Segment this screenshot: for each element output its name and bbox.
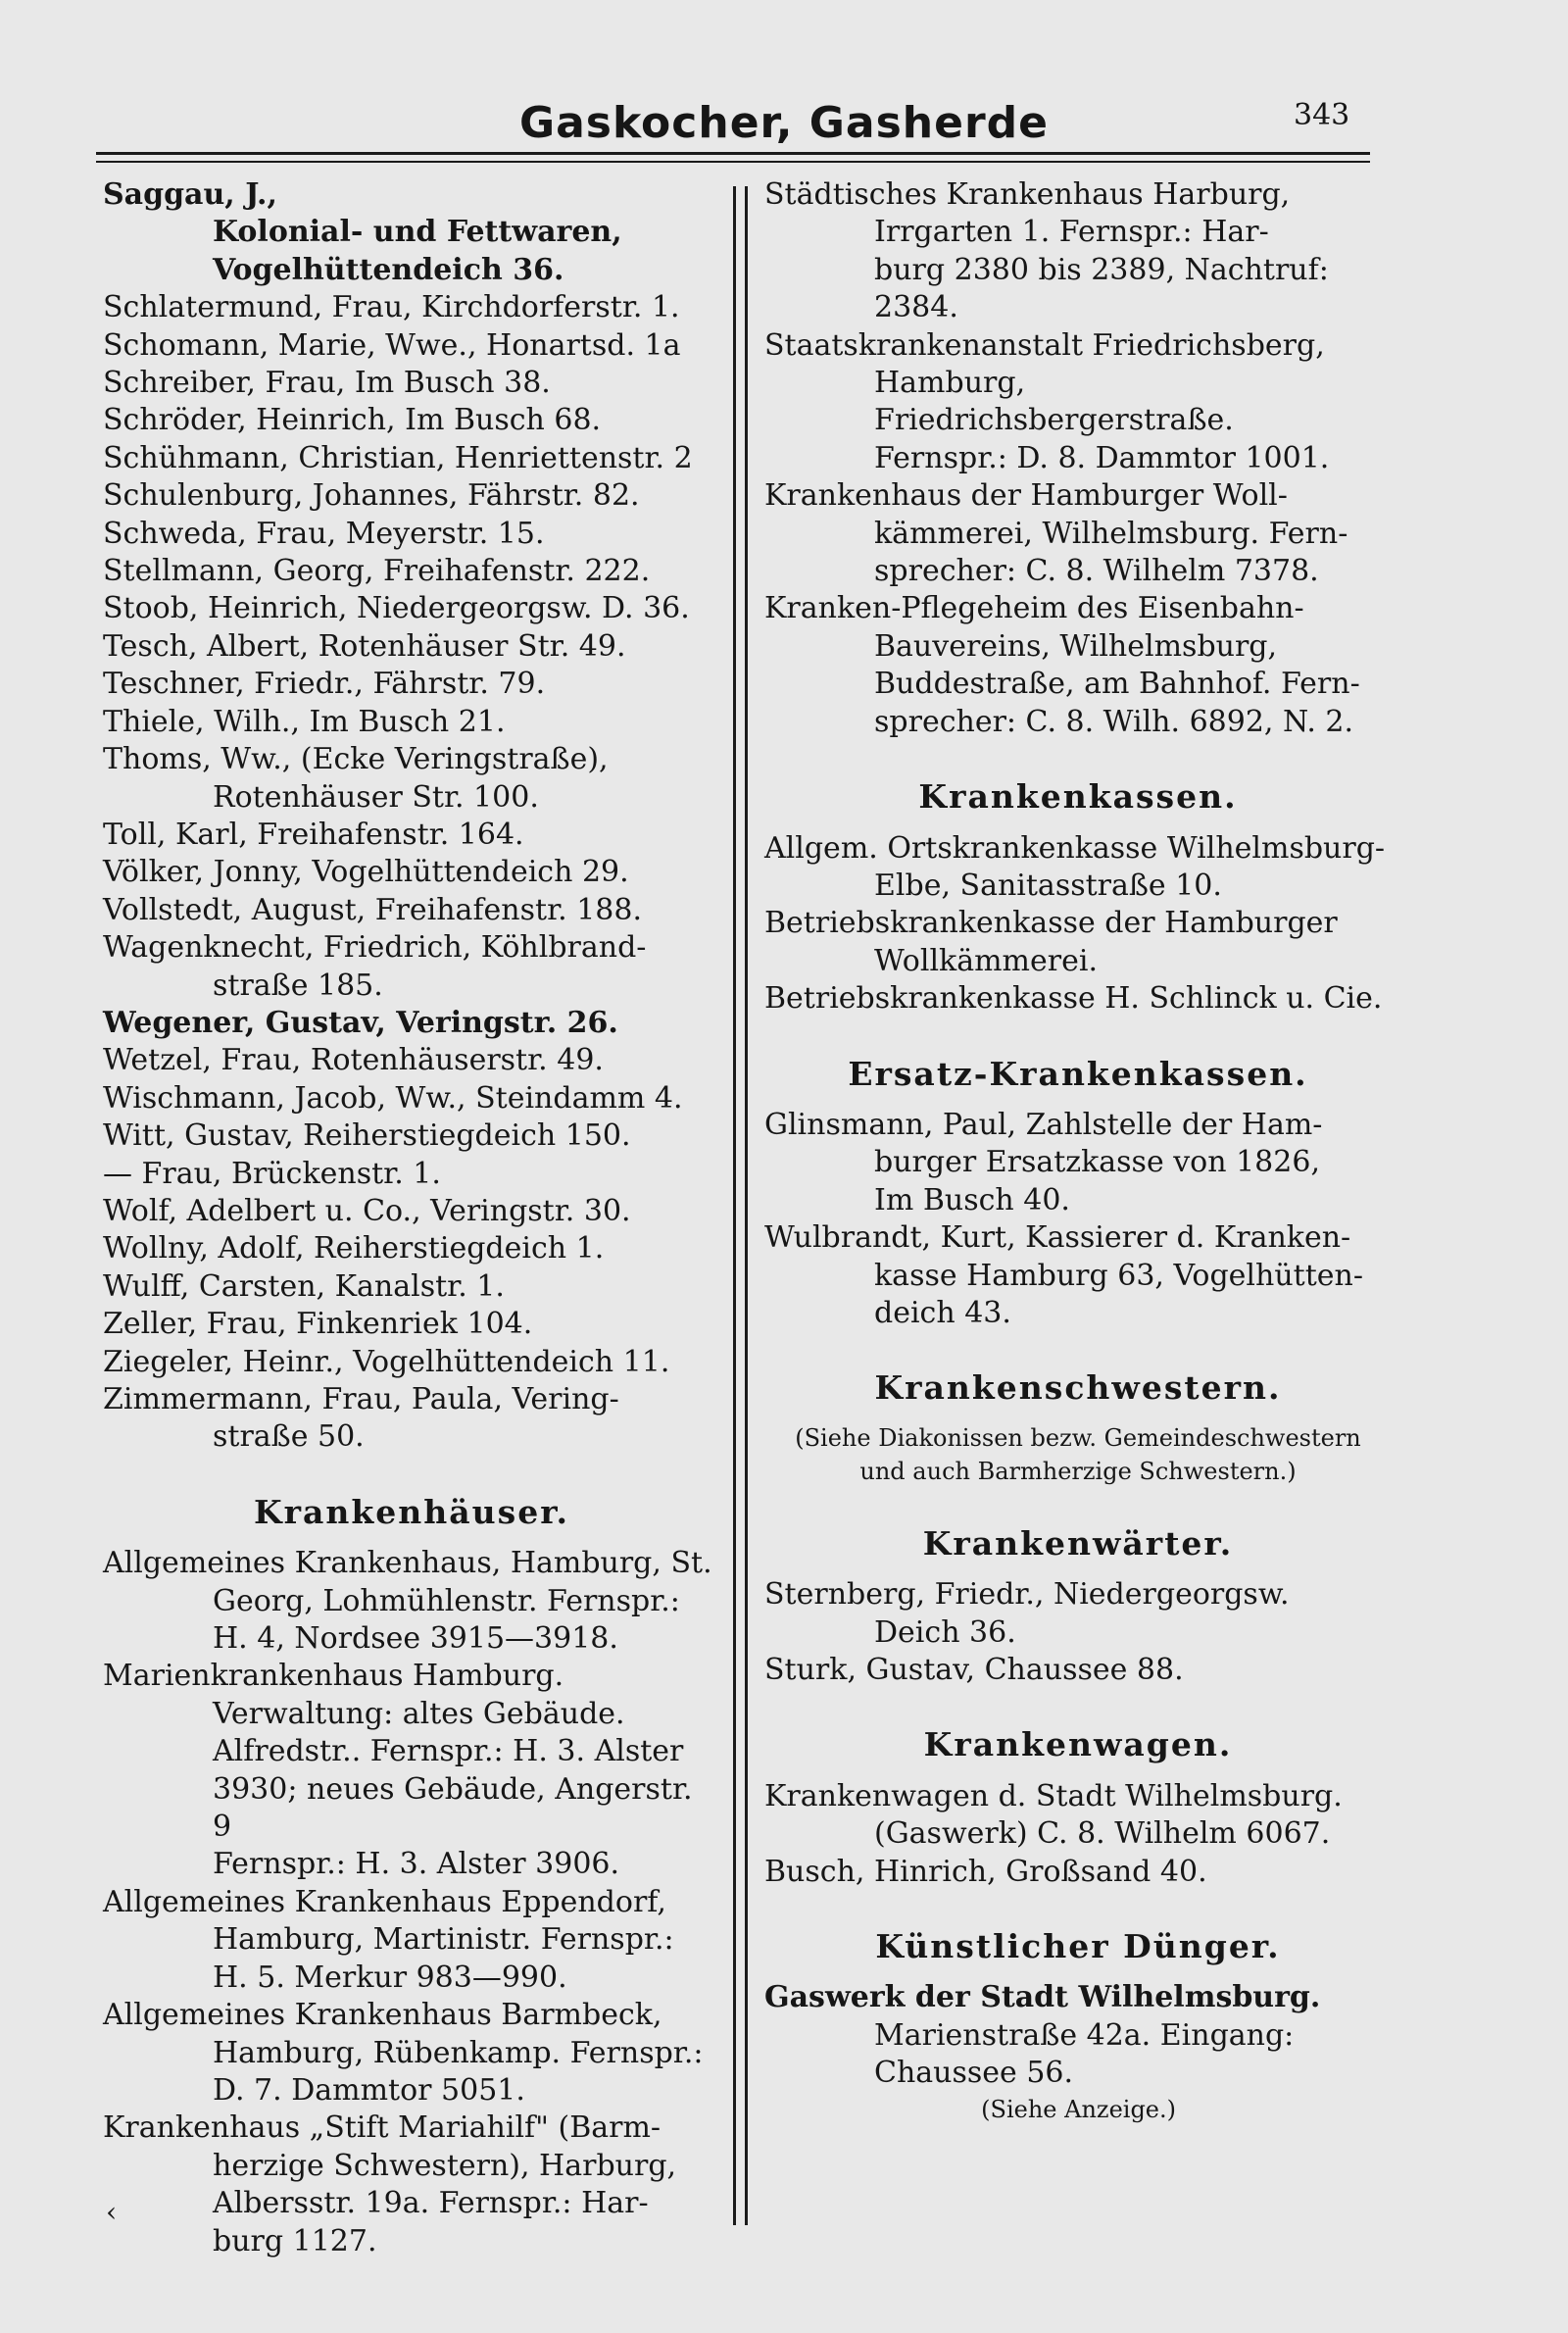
directory-entry: Wollny, Adolf, Reiherstiegdeich 1. xyxy=(103,1231,605,1266)
directory-entry: Staatskrankenanstalt Friedrichsberg, Hamburg, Friedrichsbergerstraße. Fernspr.: D. 8. Dammtor 1001. xyxy=(764,327,1330,475)
directory-entry: Thiele, Wilh., Im Busch 21. xyxy=(103,704,506,739)
directory-entry: Thoms, Ww., (Ecke Veringstraße), Rotenhäuser Str. 100. xyxy=(103,742,609,815)
section-note: (Siehe Anzeige.) xyxy=(981,2095,1176,2123)
directory-entry: Krankenwagen d. Stadt Wilhelmsburg. (Gaswerk) C. 8. Wilhelm 6067. xyxy=(764,1778,1343,1852)
directory-entry: Krankenhaus der Hamburger Woll- kämmerei, Wilhelmsburg. Fern- sprecher: C. 8. Wilhelm 7378. xyxy=(764,478,1348,589)
directory-entry: Schulenburg, Johannes, Fährstr. 82. xyxy=(103,478,640,514)
directory-entry: Stellmann, Georg, Freihafenstr. 222. xyxy=(103,554,651,589)
section-note: (Siehe Diakonissen bezw. Gemeindeschwestern und auch Barmherzige Schwestern.) xyxy=(795,1423,1361,1485)
directory-entry: Schweda, Frau, Meyerstr. 15. xyxy=(103,516,545,551)
directory-entry: Stoob, Heinrich, Niedergeorgsw. D. 36. xyxy=(103,591,690,626)
section-heading: Künstlicher Dünger. xyxy=(875,1927,1281,1966)
directory-entry: Zimmermann, Frau, Paula, Vering- straße 50. xyxy=(103,1382,619,1455)
directory-entry: Schomann, Marie, Wwe., Honartsd. 1a xyxy=(103,327,681,363)
section-heading: Krankenwagen. xyxy=(923,1725,1233,1764)
directory-entry: Teschner, Friedr., Fährstr. 79. xyxy=(103,667,546,702)
column-divider xyxy=(745,186,748,2225)
section-heading: Ersatz-Krankenkassen. xyxy=(848,1054,1308,1093)
directory-entry: Völker, Jonny, Vogelhüttendeich 29. xyxy=(103,855,629,890)
directory-entry: Krankenhaus „Stift Mariahilf" (Barm- herzige Schwestern), Harburg, Albersstr. 19a. Fernspr.: Har- burg 1127. xyxy=(103,2110,677,2259)
directory-entry: Allgemeines Krankenhaus Barmbeck, Hamburg, Rübenkamp. Fernspr.: D. 7. Dammtor 5051. xyxy=(103,1998,704,2108)
directory-entry: Schreiber, Frau, Im Busch 38. xyxy=(103,366,551,401)
directory-entry: Betriebskrankenkasse der Hamburger Wollkämmerei. xyxy=(764,906,1338,978)
directory-entry: Toll, Karl, Freihafenstr. 164. xyxy=(103,817,524,852)
directory-entry: Tesch, Albert, Rotenhäuser Str. 49. xyxy=(103,628,626,664)
header-rule xyxy=(96,152,1370,155)
directory-entry: Wolf, Adelbert u. Co., Veringstr. 30. xyxy=(103,1193,631,1228)
section-heading: Krankenkassen. xyxy=(918,777,1238,817)
directory-entry: Wagenknecht, Friedrich, Köhlbrand- straße 185. xyxy=(103,930,647,1003)
section-heading: Krankenhäuser. xyxy=(253,1492,570,1531)
directory-entry: Wetzel, Frau, Rotenhäuserstr. 49. xyxy=(103,1043,604,1078)
directory-entry: Wulff, Carsten, Kanalstr. 1. xyxy=(103,1268,505,1304)
directory-entry: Allgemeines Krankenhaus, Hamburg, St. Georg, Lohmühlenstr. Fernspr.: H. 4, Nordsee 3915—3918. xyxy=(103,1546,712,1657)
directory-entry: Schröder, Heinrich, Im Busch 68. xyxy=(103,403,602,438)
directory-entry: Busch, Hinrich, Großsand 40. xyxy=(764,1854,1207,1889)
directory-entry: Schühmann, Christian, Henriettenstr. 2 xyxy=(103,440,693,475)
directory-entry: Sturk, Gustav, Chaussee 88. xyxy=(764,1653,1184,1687)
column-divider xyxy=(733,186,736,2225)
directory-entry: Vollstedt, August, Freihafenstr. 188. xyxy=(103,892,642,927)
directory-entry: Gaswerk der Stadt Wilhelmsburg. xyxy=(764,1980,1321,2015)
right-column xyxy=(764,176,1392,2126)
directory-entry: — Frau, Brückenstr. 1. xyxy=(103,1156,441,1191)
header-rule-thin xyxy=(96,161,1370,163)
directory-entry: Glinsmann, Paul, Zahlstelle der Ham- burger Ersatzkasse von 1826, Im Busch 40. xyxy=(764,1107,1323,1217)
directory-entry: Witt, Gustav, Reiherstiegdeich 150. xyxy=(103,1118,631,1154)
directory-entry: Wulbrandt, Kurt, Kassierer d. Kranken- kasse Hamburg 63, Vogelhütten- deich 43. xyxy=(764,1220,1363,1330)
directory-entry: Marienkrankenhaus Hamburg. Verwaltung: altes Gebäude. Alfredstr.. Fernspr.: H. 3. Alster 3930; neues Gebäude, Angerstr. 9 Fernspr.: H. 3. Alster 3906. xyxy=(103,1659,693,1882)
page-title: Gaskocher, Gasherde xyxy=(518,98,1050,148)
directory-entry: Zeller, Frau, Finkenriek 104. xyxy=(103,1307,533,1342)
directory-entry: Städtisches Krankenhaus Harburg, Irrgarten 1. Fernspr.: Har- burg 2380 bis 2389, Nachtruf: 2384. xyxy=(764,177,1329,325)
directory-entry: Ziegeler, Heinr., Vogelhüttendeich 11. xyxy=(103,1344,670,1379)
directory-entry: Allgemeines Krankenhaus Eppendorf, Hamburg, Martinistr. Fernspr.: H. 5. Merkur 983—990. xyxy=(103,1884,674,1995)
page-number: 343 xyxy=(1294,98,1350,132)
section-heading: Krankenwärter. xyxy=(922,1523,1234,1563)
directory-entry: Schlatermund, Frau, Kirchdorferstr. 1. xyxy=(103,290,680,325)
left-column xyxy=(103,176,720,2260)
footmark: ‹ xyxy=(106,2196,118,2228)
directory-entry: Marienstraße 42a. Eingang: Chaussee 56. xyxy=(874,2017,1295,2091)
directory-entry: Wegener, Gustav, Veringstr. 26. xyxy=(103,1005,618,1040)
directory-entry: Saggau, J., Kolonial- und Fettwaren, Vogelhüttendeich 36. xyxy=(103,177,622,287)
directory-entry: Kranken-Pflegeheim des Eisenbahn- Bauvereins, Wilhelmsburg, Buddestraße, am Bahnhof. Fern- sprecher: C. 8. Wilh. 6892, N. 2. xyxy=(764,591,1360,739)
section-heading: Krankenschwestern. xyxy=(874,1368,1282,1408)
directory-entry: Wischmann, Jacob, Ww., Steindamm 4. xyxy=(103,1080,683,1116)
directory-entry: Betriebskrankenkasse H. Schlinck u. Cie. xyxy=(764,981,1383,1017)
directory-entry: Allgem. Ortskrankenkasse Wilhelmsburg- Elbe, Sanitasstraße 10. xyxy=(764,830,1386,903)
directory-entry: Sternberg, Friedr., Niedergeorgsw. Deich 36. xyxy=(764,1577,1290,1650)
